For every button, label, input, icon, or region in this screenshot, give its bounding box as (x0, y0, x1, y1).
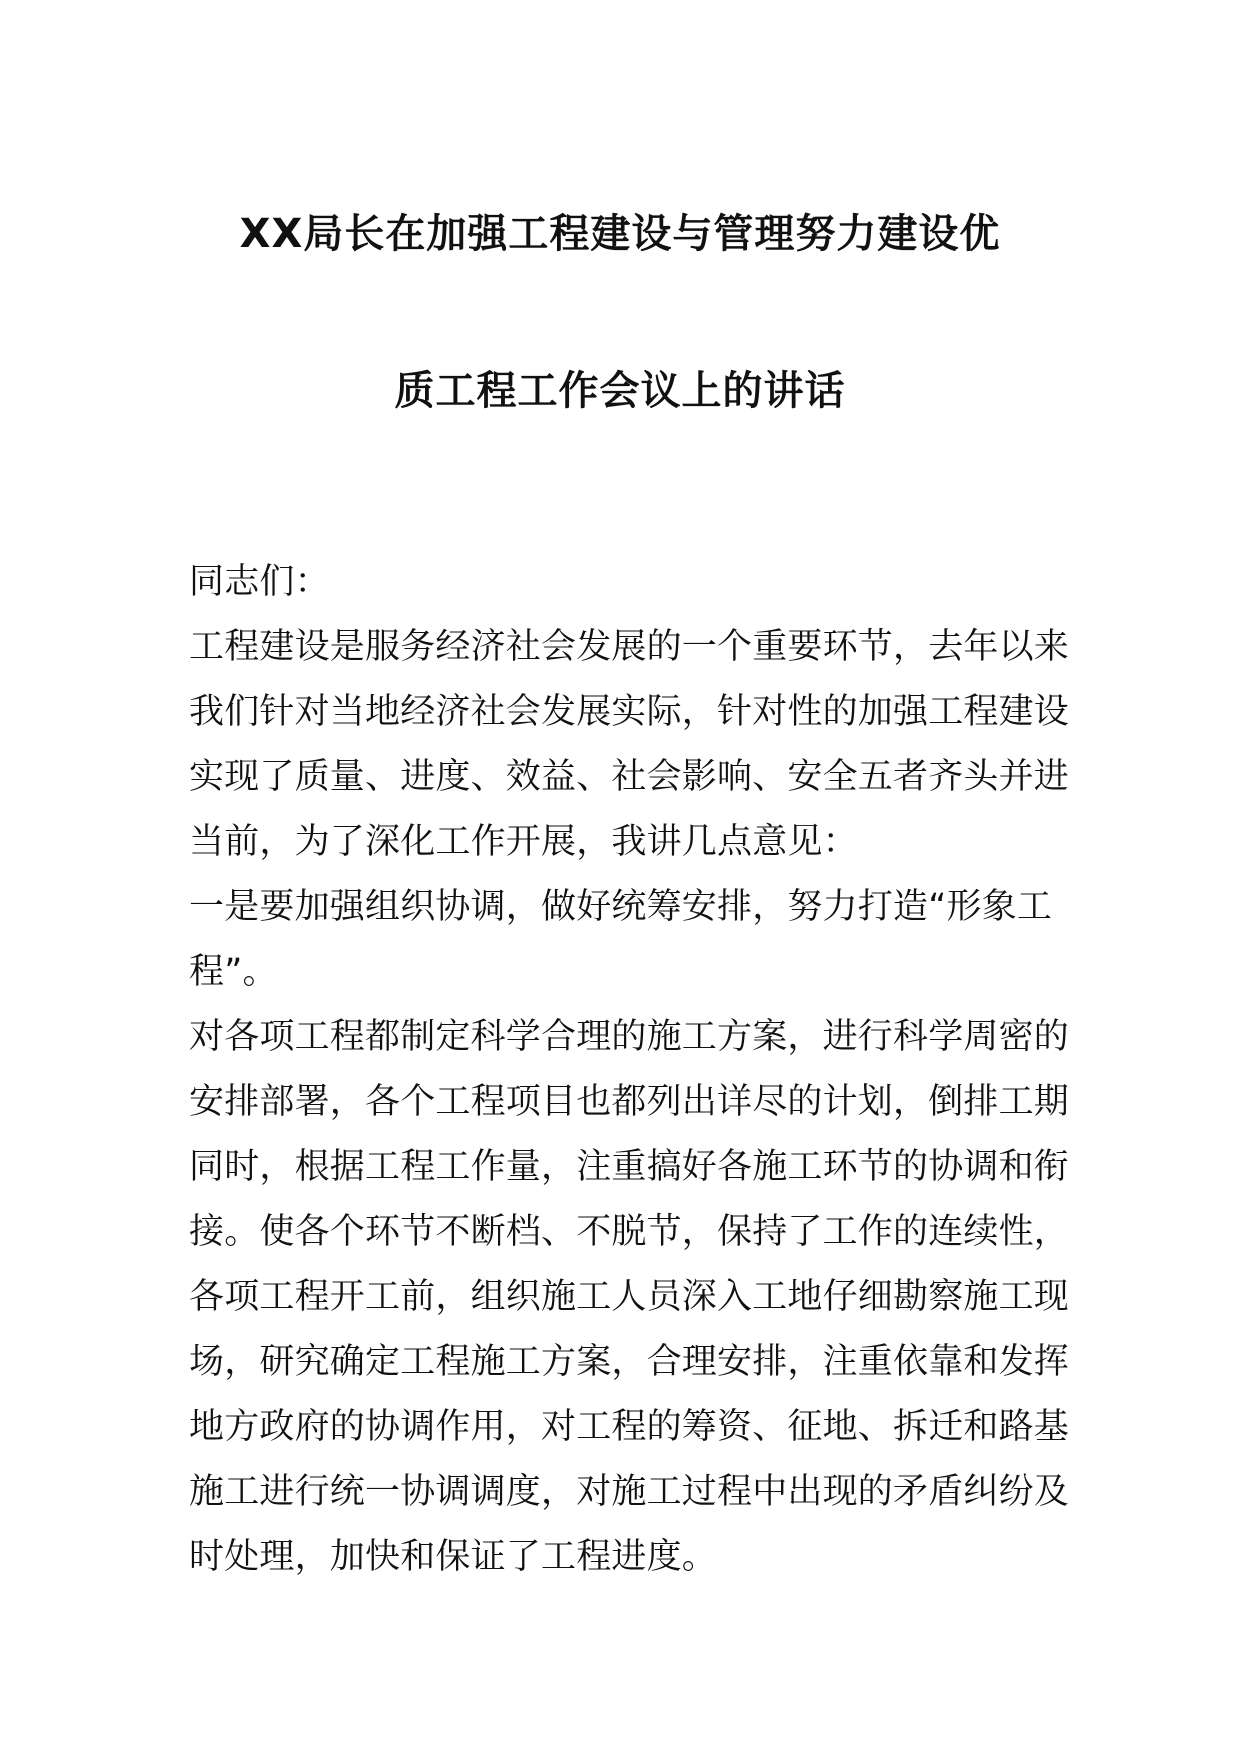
body-line: 实现了质量、进度、效益、社会影响、安全五者齐头并进 (189, 757, 1070, 797)
body-line: 当前，为了深化工作开展，我讲几点意见： (189, 822, 858, 862)
section-heading-line: 一是要加强组织协调，做好统筹安排，努力打造“形象工 (189, 887, 1053, 927)
body-line: 同时，根据工程工作量，注重搞好各施工环节的协调和衔 (189, 1147, 1070, 1187)
document-body (189, 550, 1070, 1590)
body-line: 场，研究确定工程施工方案，合理安排，注重依靠和发挥 (189, 1342, 1070, 1382)
body-line: 地方政府的协调作用，对工程的筹资、征地、拆迁和路基 (189, 1407, 1070, 1447)
body-line: 各项工程开工前，组织施工人员深入工地仔细勘察施工现 (189, 1277, 1070, 1317)
salutation: 同志们： (189, 562, 330, 602)
body-line: 施工进行统一协调调度，对施工过程中出现的矛盾纠纷及 (189, 1472, 1070, 1512)
body-line: 对各项工程都制定科学合理的施工方案，进行科学周密的 (189, 1017, 1070, 1057)
body-line: 我们针对当地经济社会发展实际，针对性的加强工程建设 (189, 692, 1070, 732)
body-line: 安排部署，各个工程项目也都列出详尽的计划，倒排工期 (189, 1082, 1070, 1122)
section-heading-line: 程”。 (189, 952, 278, 992)
body-line: 工程建设是服务经济社会发展的一个重要环节，去年以来 (189, 627, 1070, 667)
body-line: 接。使各个环节不断档、不脱节，保持了工作的连续性， (189, 1212, 1070, 1252)
document-title-line-2: 质工程工作会议上的讲话 (394, 368, 846, 414)
document-title-line-1: XX局长在加强工程建设与管理努力建设优 (239, 211, 1001, 257)
body-line: 时处理，加快和保证了工程进度。 (189, 1537, 718, 1577)
